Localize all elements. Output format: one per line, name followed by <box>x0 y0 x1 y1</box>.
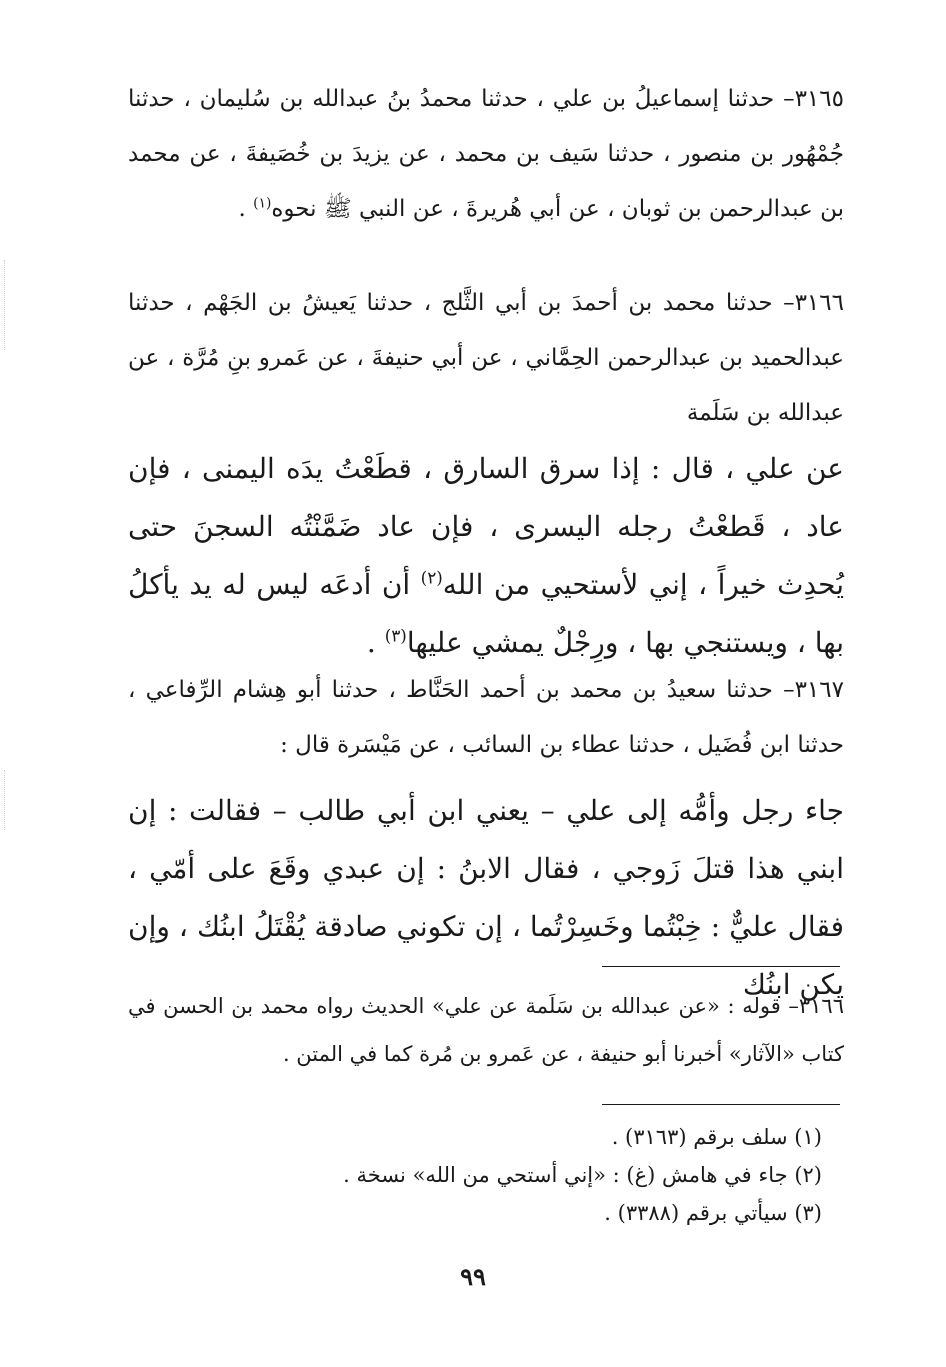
hadith-3167-isnad: ٣١٦٧– حدثنا سعيدُ بن محمد بن أحمد الحَنَّاط ، حدثنا أبو هِشام الرِّفاعي ، حدثنا ابن فُضَيل ، حدثنا عطاء بن السائب ، عن مَيْسَرة قال : <box>128 677 844 758</box>
footnote-1: (١) سلف برقم (٣١٦٣) . <box>611 1125 822 1149</box>
page-number: ٩٩ <box>460 1262 486 1291</box>
footnotes-divider <box>602 1104 840 1105</box>
hadith-3166-matn-part-a: عن علي ، قال : إذا سرق السارق ، قطَعْتُ يدَه اليمنى ، فإن عاد ، قَطعْتُ رجله اليسرى ، فإن عاد ضَمَّنْتُه السجنَ حتى يُحدِث خيراً ، إني لأستحيي من الله <box>128 452 845 601</box>
footnote-2: (٢) جاء في هامش (غ) : «إني أستحي من الله» نسخة . <box>343 1163 822 1187</box>
footnote-ref-1: (١) <box>253 195 272 212</box>
hadith-3165 <box>128 72 844 237</box>
hadith-3167-matn: جاء رجل وأمُّه إلى علي – يعني ابن أبي طالب – فقالت : إن ابني هذا قتلَ زَوجي ، فقال الابنُ : إن عبدي وقَعَ على أمّي ، فقال عليٌّ : خِبْتُما وخَسِرْتُما ، إن تكوني صادقة يُقْتَلُ ابنُك ، وإن يكن ابنُك <box>128 794 844 1001</box>
hadith-3166-isnad: ٣١٦٦– حدثنا محمد بن أحمدَ بن أبي الثَّلج ، حدثنا يَعيشُ بن الجَهْم ، حدثنا عبدالحميد بن عبدالرحمن الحِمَّاني ، عن أبي حنيفةَ ، عن عَمرو بنِ مُرَّة ، عن عبدالله بن سَلَمة <box>128 290 844 426</box>
scan-margin-mark <box>4 770 5 830</box>
footnotes <box>128 1118 844 1232</box>
hadith-3166-matn <box>128 440 844 672</box>
footnote-3: (٣) سيأتي برقم (٣٣٨٨) . <box>604 1201 822 1225</box>
footnote-ref-3: (٣) <box>384 625 407 646</box>
hadith-3165-text: ٣١٦٥– حدثنا إسماعيلُ بن علي ، حدثنا محمدُ بنُ عبدالله بن سُليمان ، حدثنا جُمْهُور بن منصور ، حدثنا سَيف بن محمد ، عن يزيدَ بن خُصَيفةَ ، عن محمد بن عبدالرحمن بن ثوبان ، عن أبي هُريرةَ ، عن النبي ﷺ نحوه <box>128 86 844 222</box>
scan-margin-mark <box>4 260 5 350</box>
commentary-3166: ٣١٦٦– قوله : «عن عبدالله بن سَلَمة عن علي» الحديث رواه محمد بن الحسن في كتاب «الآثار» أخبرنا أبو حنيفة ، عن عَمرو بن مُرة كما في المتن . <box>128 994 844 1066</box>
hadith-3166-matn-part-b: أن أدعَه ليس له يد يأكلُ بها ، ويستنجي بها ، ورِجْلٌ يمشي عليها <box>128 568 844 659</box>
hadith-3166-end: . <box>366 626 385 659</box>
commentary-divider <box>602 966 840 967</box>
hadith-3165-end: . <box>238 196 254 222</box>
footnote-ref-2: (٢) <box>420 567 443 588</box>
